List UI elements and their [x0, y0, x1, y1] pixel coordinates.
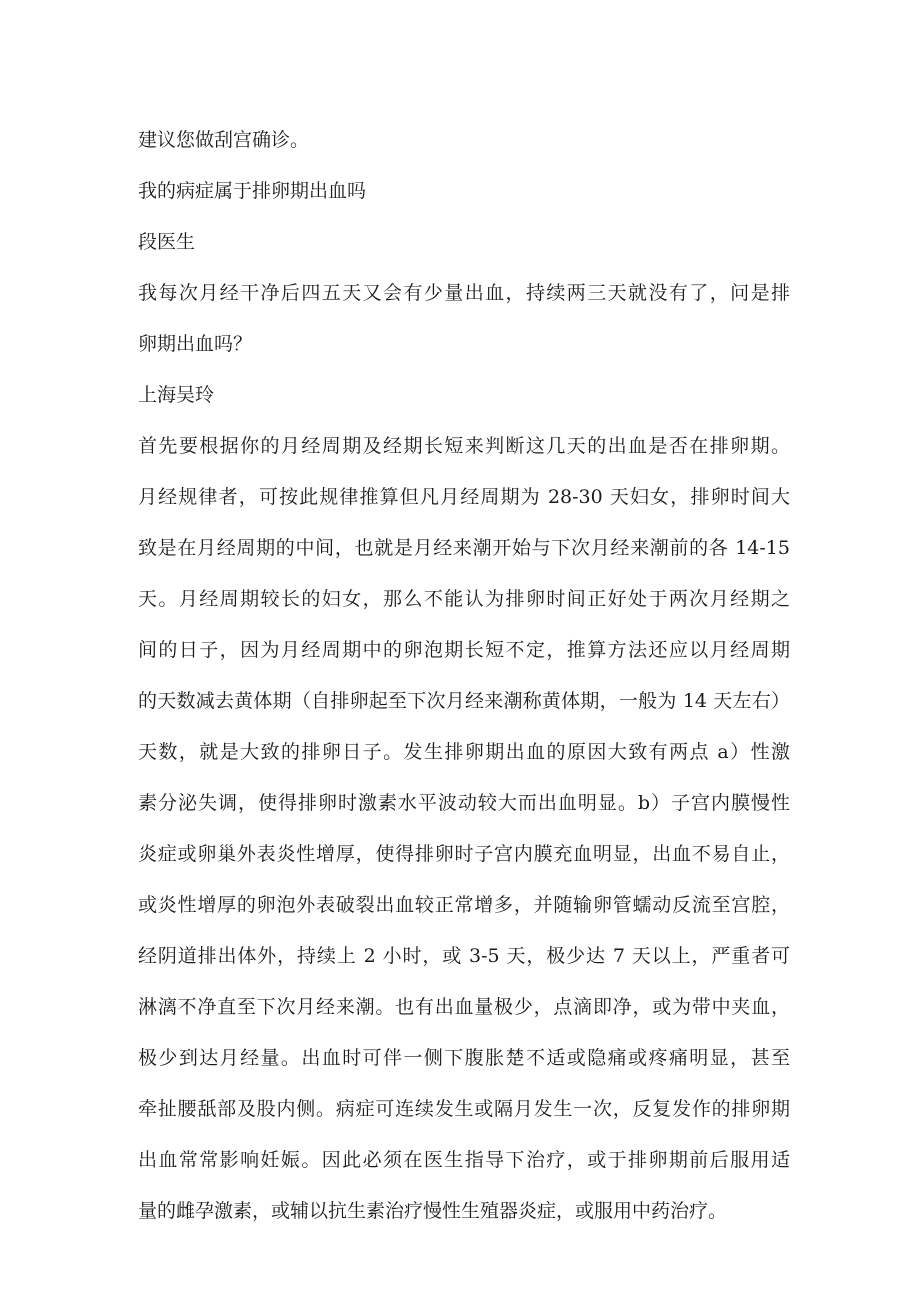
- text-line: 天。月经周期较长的妇女，那么不能认为排卵时间正好处于两次月经期之: [138, 588, 790, 610]
- text-line: 卵期出血吗？: [138, 333, 253, 355]
- text-line: 的天数减去黄体期（自排卵起至下次月经来潮称黄体期，一般为 14 天左右）: [138, 690, 790, 712]
- text-line: 月经规律者，可按此规律推算但凡月经周期为 28-30 天妇女，排卵时间大: [138, 486, 790, 508]
- text-line: 致是在月经周期的中间，也就是月经来潮开始与下次月经来潮前的各 14-15: [138, 537, 790, 559]
- text-line: 间的日子，因为月经周期中的卵泡期长短不定，推算方法还应以月经周期: [138, 639, 790, 661]
- text-line: 段医生: [138, 231, 196, 253]
- text-line: 炎症或卵巢外表炎性增厚，使得排卵时子宫内膜充血明显，出血不易自止，: [138, 843, 790, 865]
- text-line: 牵扯腰舐部及股内侧。病症可连续发生或隔月发生一次，反复发作的排卵期: [138, 1098, 790, 1120]
- document-body: [138, 118, 790, 1240]
- text-line: 极少到达月经量。出血时可伴一侧下腹胀楚不适或隐痛或疼痛明显，甚至: [138, 1047, 790, 1069]
- text-line: 淋漓不净直至下次月经来潮。也有出血量极少，点滴即净，或为带中夹血，: [138, 996, 790, 1018]
- text-line: 我每次月经干净后四五天又会有少量出血，持续两三天就没有了，问是排: [138, 282, 790, 304]
- text-line: 我的病症属于排卵期出血吗: [138, 180, 367, 202]
- text-line: 出血常常影响妊娠。因此必须在医生指导下治疗，或于排卵期前后服用适: [138, 1149, 790, 1171]
- text-line: 素分泌失调，使得排卵时激素水平波动较大而出血明显。b）子宫内膜慢性: [138, 792, 790, 814]
- text-line: 或炎性增厚的卵泡外表破裂出血较正常增多，并随输卵管蠕动反流至宫腔，: [138, 894, 790, 916]
- text-line: 上海吴玲: [138, 384, 215, 406]
- text-line: 天数，就是大致的排卵日子。发生排卵期出血的原因大致有两点 a）性激: [138, 741, 790, 763]
- text-line: 建议您做刮宫确诊。: [138, 129, 310, 151]
- text-line: 经阴道排出体外，持续上 2 小时，或 3-5 天，极少达 7 天以上，严重者可: [138, 945, 790, 967]
- text-line: 量的雌孕激素，或辅以抗生素治疗慢性生殖器炎症，或服用中药治疗。: [138, 1200, 728, 1222]
- text-line: 首先要根据你的月经周期及经期长短来判断这几天的出血是否在排卵期。: [138, 435, 790, 457]
